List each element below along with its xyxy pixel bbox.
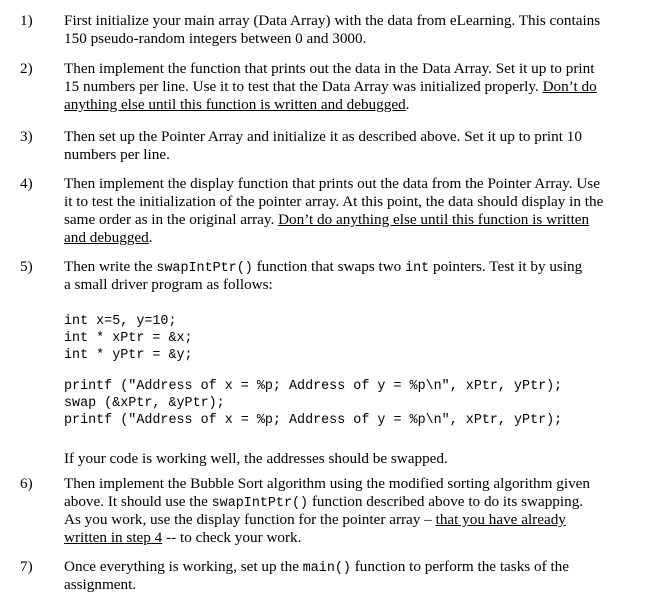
code-line: int * yPtr = &y; xyxy=(64,348,193,363)
text-line xyxy=(64,258,654,276)
text-run: Then implement the function that prints out the data in the Data Array. Set it up to print xyxy=(64,60,595,77)
text-line xyxy=(64,558,654,576)
code-run: swapIntPtr() xyxy=(211,496,309,511)
text-run: assignment. xyxy=(64,576,137,593)
text-run: function to perform the tasks of the xyxy=(350,558,570,575)
text-line xyxy=(64,78,654,96)
text-run: function that swaps two xyxy=(252,258,406,275)
swap-note: If your code is working well, the addresses should be swapped. xyxy=(64,450,448,467)
emphasis-run: that you have already xyxy=(435,511,566,528)
text-line xyxy=(64,96,654,114)
code-line: printf ("Address of x = %p; Address of y = %p\n", xPtr, yPtr); xyxy=(64,413,563,428)
text-line xyxy=(64,30,654,48)
step-text xyxy=(64,12,654,48)
text-run: First initialize your main array (Data Array) with the data from eLearning. This contains xyxy=(64,12,601,29)
text-run: same order as in the original array. xyxy=(64,211,279,228)
code-run: main() xyxy=(302,561,351,576)
step-number: 3) xyxy=(20,128,33,145)
text-run: above. It should use the xyxy=(64,493,212,510)
text-run: function described above to do its swapping. xyxy=(308,493,584,510)
step-text xyxy=(64,558,654,594)
emphasis-run: anything else until this function is written and debugged xyxy=(64,96,406,113)
text-run: Then set up the Pointer Array and initialize it as described above. Set it up to print 10 xyxy=(64,128,582,145)
text-line xyxy=(64,146,654,164)
text-line xyxy=(64,276,654,294)
text-run: As you work, use the display function for the pointer array – xyxy=(64,511,436,528)
text-run: 15 numbers per line. Use it to test that the Data Array was initialized properly. xyxy=(64,78,543,95)
code-line: printf ("Address of x = %p; Address of y = %p\n", xPtr, yPtr); xyxy=(64,379,563,394)
code-block-swap-test xyxy=(64,378,562,429)
step-text xyxy=(64,128,654,164)
text-run: . xyxy=(405,96,410,113)
step-number: 1) xyxy=(20,12,33,29)
emphasis-run: Don’t do anything else until this function is written xyxy=(278,211,590,228)
emphasis-run: and debugged xyxy=(64,229,149,246)
text-line xyxy=(64,529,654,547)
code-run: swapIntPtr() xyxy=(156,261,253,276)
text-run: Then write the xyxy=(64,258,157,275)
text-run: Then implement the Bubble Sort algorithm using the modified sorting algorithm given xyxy=(64,475,591,492)
text-run: pointers. Test it by using xyxy=(429,258,583,275)
text-run: a small driver program as follows: xyxy=(64,276,273,293)
code-run: int xyxy=(405,261,430,276)
code-line: swap (&xPtr, &yPtr); xyxy=(64,396,225,411)
text-run: Then implement the display function that prints out the data from the Pointer Array. Use xyxy=(64,175,600,192)
step-text xyxy=(64,60,654,114)
text-run: it to test the initialization of the pointer array. At this point, the data should display in the xyxy=(64,193,604,210)
step-text xyxy=(64,475,654,547)
code-block-declarations xyxy=(64,313,193,364)
text-run: numbers per line. xyxy=(64,146,170,163)
step-number: 2) xyxy=(20,60,33,77)
emphasis-run: Don’t do xyxy=(542,78,597,95)
text-line xyxy=(64,12,654,30)
text-line xyxy=(64,576,654,594)
text-line xyxy=(64,175,654,193)
text-line xyxy=(64,493,654,511)
text-line xyxy=(64,60,654,78)
text-run: -- to check your work. xyxy=(162,529,302,546)
step-text xyxy=(64,175,654,247)
text-line xyxy=(64,475,654,493)
step-text xyxy=(64,258,654,294)
step-number: 4) xyxy=(20,175,33,192)
text-line xyxy=(64,229,654,247)
text-line xyxy=(64,211,654,229)
text-run: Once everything is working, set up the xyxy=(64,558,303,575)
step-number: 6) xyxy=(20,475,33,492)
text-line xyxy=(64,193,654,211)
text-line xyxy=(64,128,654,146)
text-run: 150 pseudo-random integers between 0 and 3000. xyxy=(64,30,367,47)
step-number: 7) xyxy=(20,558,33,575)
step-number: 5) xyxy=(20,258,33,275)
code-line: int * xPtr = &x; xyxy=(64,331,193,346)
text-line xyxy=(64,511,654,529)
emphasis-run: written in step 4 xyxy=(64,529,163,546)
text-run: . xyxy=(148,229,153,246)
code-line: int x=5, y=10; xyxy=(64,314,177,329)
